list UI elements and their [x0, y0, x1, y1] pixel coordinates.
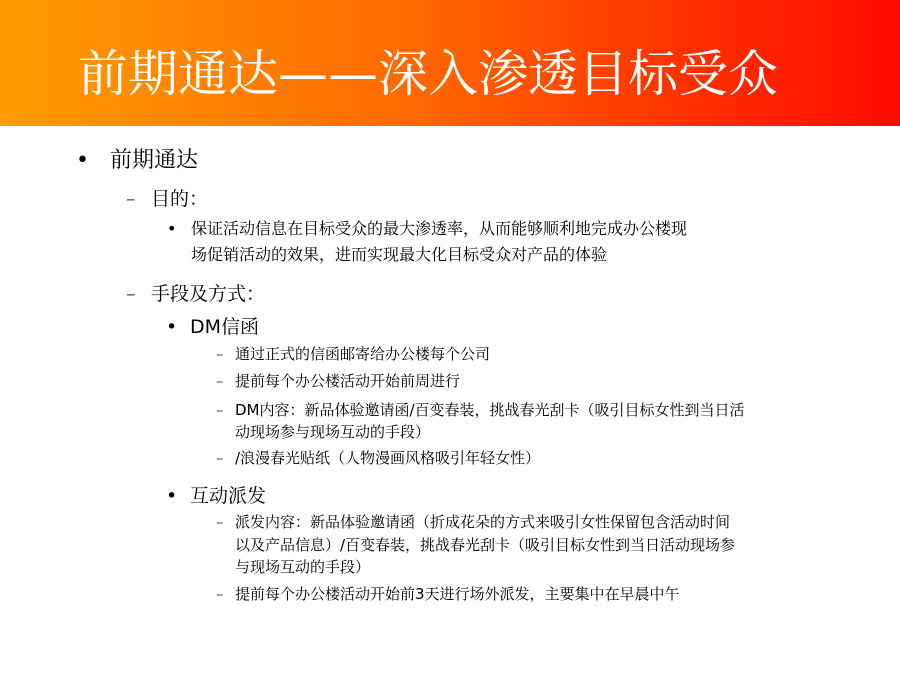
dm-item: /浪漫春光贴纸（人物漫画风格吸引年轻女性） [235, 449, 541, 467]
interaction-item: 派发内容：新品体验邀请函（折成花朵的方式来吸引女性保留包含活动时间 [235, 513, 731, 531]
level1-heading: 前期通达 [110, 148, 199, 173]
dm-item: 通过正式的信函邮寄给办公楼每个公司 [235, 345, 491, 363]
dm-item: 提前每个办公楼活动开始前周进行 [235, 372, 461, 390]
interaction-item-dash: – [216, 513, 224, 531]
interaction-bullet: • [166, 485, 178, 507]
means-dash: – [126, 283, 136, 305]
purpose-detail-bullet: • [167, 219, 177, 238]
interaction-label: 互动派发 [190, 485, 267, 507]
dm-bullet: • [166, 316, 178, 338]
purpose-detail-line-2: 场促销活动的效果，进而实现最大化目标受众对产品的体验 [191, 245, 608, 264]
dm-item-dash: – [216, 449, 224, 467]
purpose-label: 目的： [151, 188, 209, 210]
interaction-item-continuation: 以及产品信息）/百变春装，挑战春光刮卡（吸引目标女性到当日活动现场参 [235, 536, 736, 554]
purpose-detail-line-1: 保证活动信息在目标受众的最大渗透率，从而能够顺利地完成办公楼现 [191, 219, 688, 238]
interaction-item: 提前每个办公楼活动开始前3天进行场外派发，主要集中在早晨中午 [235, 585, 680, 603]
dm-item-continuation: 动现场参与现场互动的手段） [235, 423, 431, 441]
interaction-item-continuation: 与现场互动的手段） [235, 558, 371, 576]
dm-item-dash: – [216, 401, 224, 419]
level1-bullet: • [76, 148, 89, 173]
interaction-item-dash: – [216, 585, 224, 603]
dm-item: DM内容：新品体验邀请函/百变春装，挑战春光刮卡（吸引目标女性到当日活 [235, 401, 745, 419]
means-label: 手段及方式： [151, 283, 266, 305]
purpose-dash: – [126, 188, 136, 210]
dm-label: DM信函 [190, 316, 260, 338]
dm-item-dash: – [216, 372, 224, 390]
slide-title: 前期通达——深入渗透目标受众 [78, 45, 778, 103]
dm-item-dash: – [216, 345, 224, 363]
